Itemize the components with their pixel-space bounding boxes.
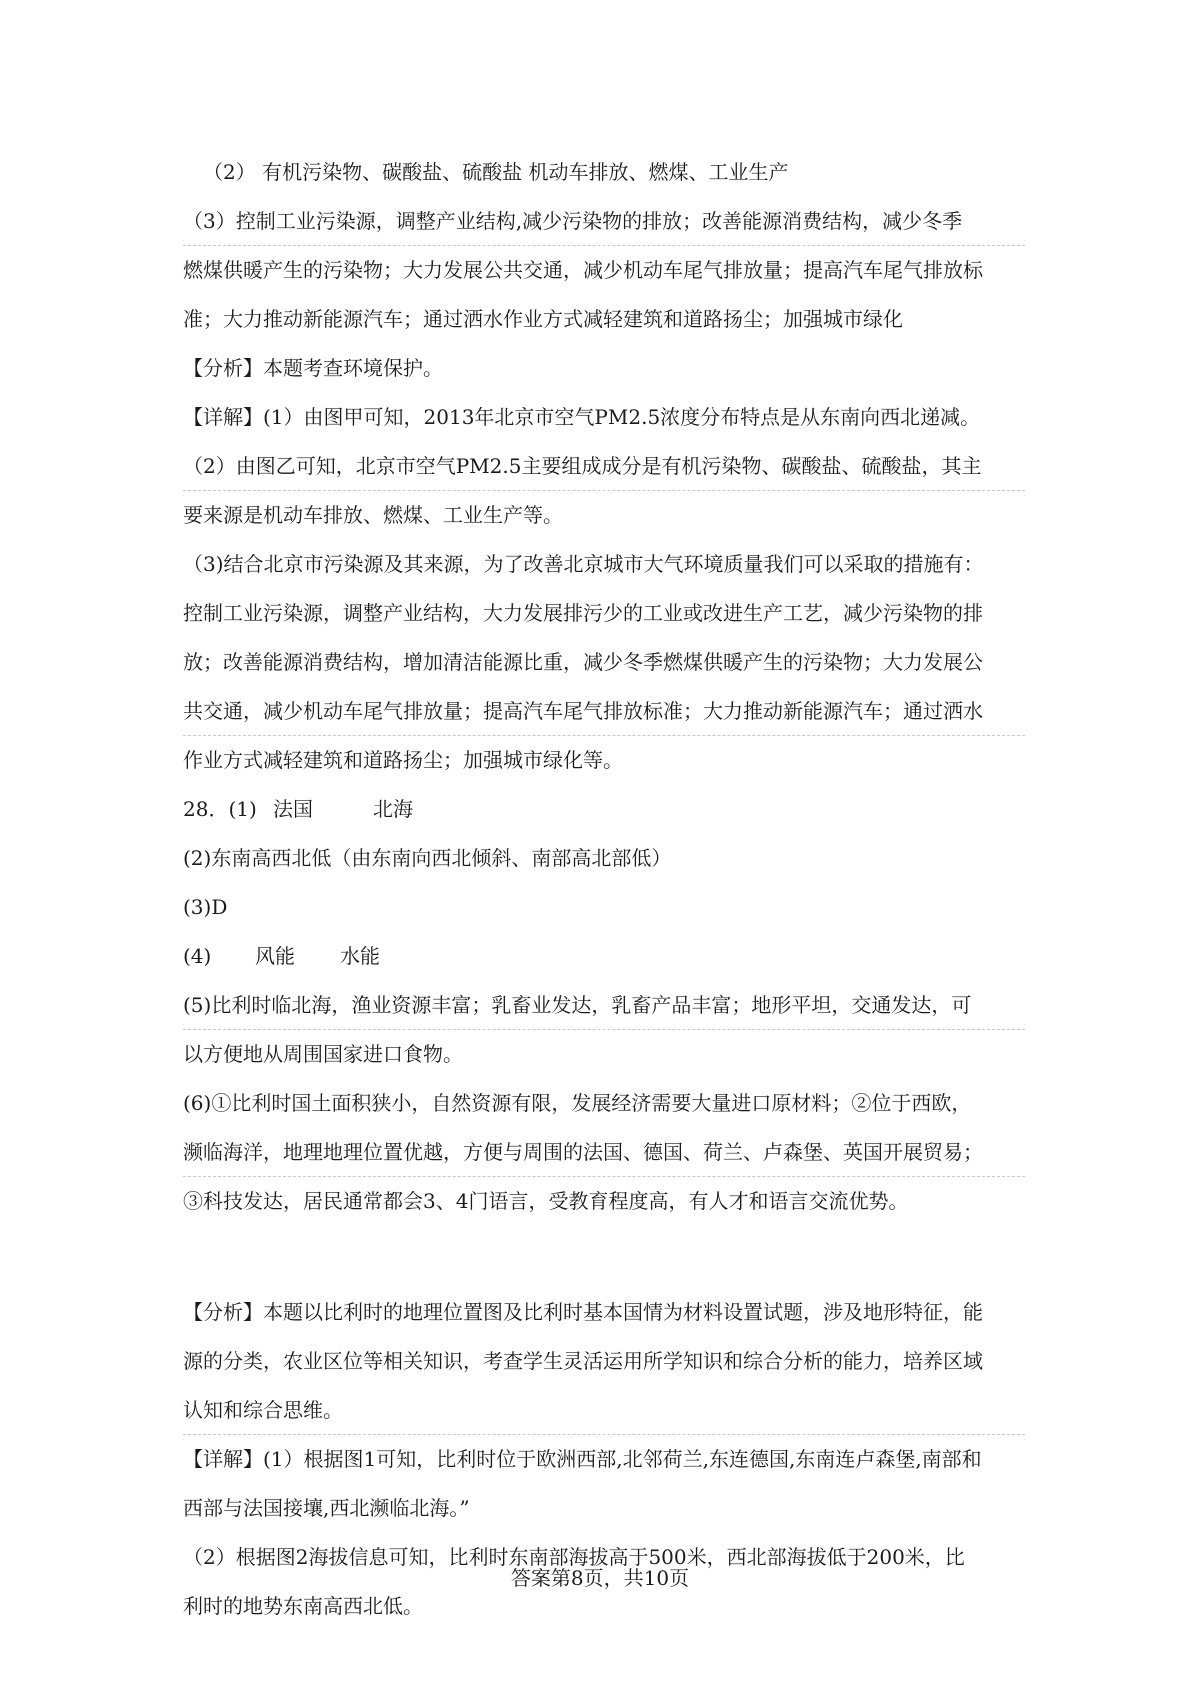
answer-value: 风能 — [255, 944, 295, 968]
analysis-heading: 【分析】本题考查环境保护。 — [183, 356, 443, 380]
text-line: （2）根据图2海拔信息可知，比利时东南部海拔高于500米，西北部海拔低于200米，比 — [183, 1545, 965, 1569]
detail-line: 【详解】(1）根据图1可知，比利时位于欧洲西部,北邻荷兰,东连德国,东南连卢森堡,南部和 — [183, 1447, 982, 1471]
question-number: 28．(1) — [183, 797, 257, 821]
text-line: 利时的地势东南高西北低。 — [183, 1594, 423, 1618]
text-line: （2）由图乙可知，北京市空气PM2.5主要组成成分是有机污染物、碳酸盐、硫酸盐，其主 — [183, 442, 1025, 491]
document-body — [183, 148, 1025, 1631]
text-line: 放；改善能源消费结构，增加清洁能源比重，减少冬季燃煤供暖产生的污染物；大力发展公 — [183, 650, 983, 674]
text-line: 控制工业污染源，调整产业结构，大力发展排污少的工业或改进生产工艺，减少污染物的排 — [183, 601, 983, 625]
text-line: 要来源是机动车排放、燃煤、工业生产等。 — [183, 503, 563, 527]
text-line: (6)①比利时国土面积狭小，自然资源有限，发展经济需要大量进口原材料；②位于西欧， — [183, 1091, 972, 1115]
text-line: 共交通，减少机动车尾气排放量；提高汽车尾气排放标准；大力推动新能源汽车；通过洒水 — [183, 687, 1025, 736]
detail-line: 【详解】(1）由图甲可知，2013年北京市空气PM2.5浓度分布特点是从东南向西北递减。 — [183, 405, 981, 429]
question-number: (4) — [183, 944, 212, 968]
text-line: 准；大力推动新能源汽车；通过洒水作业方式减轻建筑和道路扬尘；加强城市绿化 — [183, 307, 903, 331]
text-line: 源的分类，农业区位等相关知识，考查学生灵活运用所学知识和综合分析的能力，培养区域 — [183, 1349, 983, 1373]
text-line: 认知和综合思维。 — [183, 1386, 1025, 1435]
text-line: (3)D — [183, 895, 228, 919]
analysis-heading: 【分析】本题以比利时的地理位置图及比利时基本国情为材料设置试题，涉及地形特征，能 — [183, 1300, 983, 1324]
text-line: ③科技发达，居民通常都会3、4门语言，受教育程度高，有人才和语言交流优势。 — [183, 1189, 909, 1213]
text-line: 燃煤供暖产生的污染物；大力发展公共交通，减少机动车尾气排放量；提高汽车尾气排放标 — [183, 258, 983, 282]
question-28-answer-4 — [183, 932, 1025, 981]
text-line: 濒临海洋，地理地理位置优越，方便与周围的法国、德国、荷兰、卢森堡、英国开展贸易； — [183, 1128, 1025, 1177]
text-line: (5)比利时临北海，渔业资源丰富；乳畜业发达，乳畜产品丰富；地形平坦，交通发达，可 — [183, 981, 1025, 1030]
answer-value: 水能 — [340, 944, 380, 968]
text-line: 作业方式减轻建筑和道路扬尘；加强城市绿化等。 — [183, 748, 623, 772]
text-line: 西部与法国接壤,西北濒临北海。” — [183, 1496, 470, 1520]
answer-value: 北海 — [373, 797, 413, 821]
text-line: （3)结合北京市污染源及其来源，为了改善北京城市大气环境质量我们可以采取的措施有： — [183, 552, 984, 576]
text-line: (2)东南高西北低（由东南向西北倾斜、南部高北部低） — [183, 846, 672, 870]
page-footer: 答案第8页，共10页 — [510, 1566, 690, 1590]
answer-value: 法国 — [273, 797, 313, 821]
text-line: （3）控制工业污染源，调整产业结构,减少污染物的排放；改善能源消费结构，减少冬季 — [183, 197, 1025, 246]
question-28-answer-1 — [183, 785, 1025, 834]
text-line: 以方便地从周围国家进口食物。 — [183, 1042, 463, 1066]
text-line: （2） 有机污染物、碳酸盐、硫酸盐 机动车排放、燃煤、工业生产 — [203, 160, 789, 184]
